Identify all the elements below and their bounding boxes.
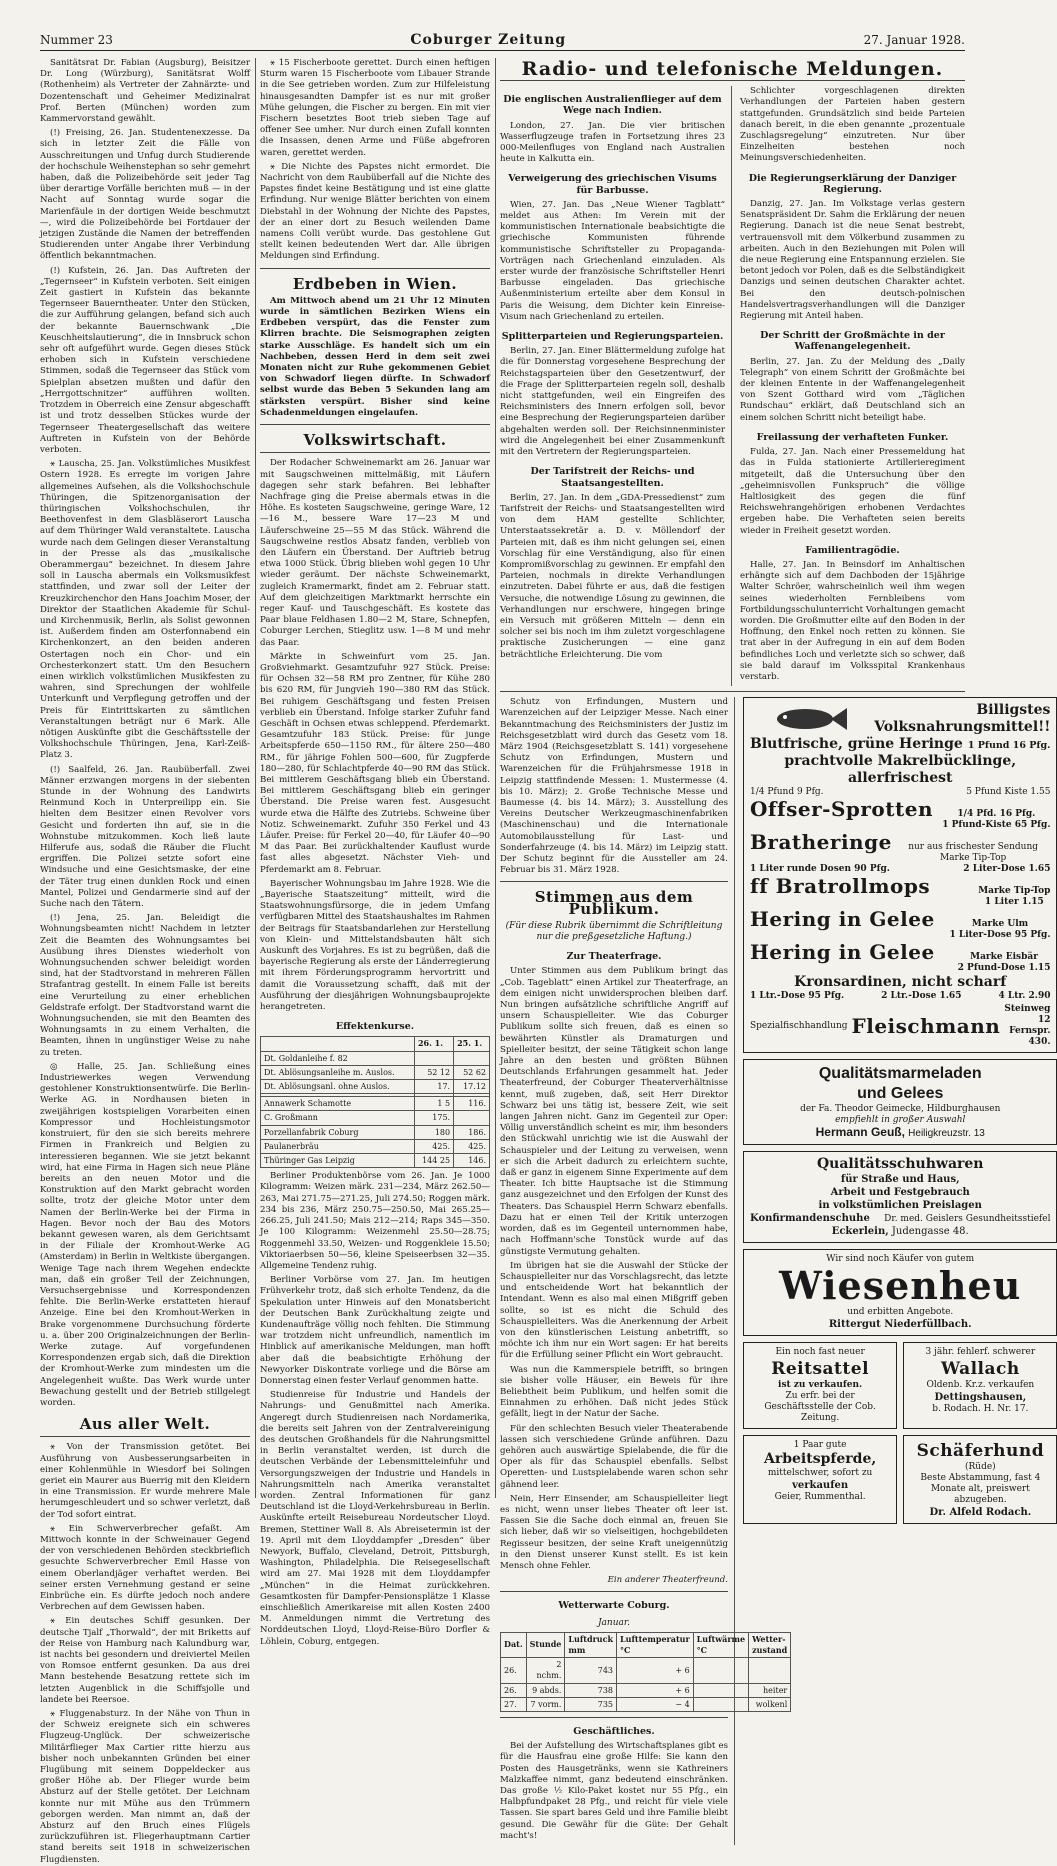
- ad-fish-title2: Volksnahrungsmittel!!: [874, 719, 1051, 736]
- article-paragraph: Für den schlechten Besuch vieler Theaterabende lassen sich verschiedene Gründe anführen. Dazu gehören auch auswärtige Spielabende, die für die Oper als für das Schauspiel ebenfalls. Selbst Operetten- und Lustspielabende waren schon sehr gähnend leer.: [500, 1423, 728, 1490]
- ad-fish-l1p: 1 Pfund 16 Pfg.: [967, 740, 1051, 752]
- ad-saddle-big: Reitsattel: [771, 1359, 870, 1380]
- news-paragraph: Danzig, 27. Jan. Im Volkstage verlas gestern Senatspräsident Dr. Sahm die Erklärung der neuen Regierung. Danach ist die neue Senat bestrebt, vertrauensvoll mit dem Völkerbund zusammen zu arbeiten. Auch in den Beziehungen mit Polen will die neue Regierung eine Entspannung erzielen. Sie betont jedoch vor Polen, daß es die Selbständigkeit Danzigs und seinen deutschen Charakter achtet. Bei den deutsch-polnischen Handelsvertragsverhandlungen will die Danziger Regierung mit Anteil haben.: [740, 199, 965, 322]
- radio-news-heading: Radio- und telefonische Meldungen.: [521, 58, 944, 80]
- ad-horse-l4: b. Rodach. H. Nr. 17.: [932, 1404, 1029, 1415]
- page-number: Nummer 23: [40, 33, 113, 47]
- ad-shoes-l3: in volkstümlichen Preislagen: [818, 1200, 982, 1212]
- ad-fish-shop3: Steinweg 12: [1004, 1004, 1051, 1026]
- table-cell: C. Großmann: [261, 1111, 415, 1125]
- news-paragraph: Berlin, 27. Jan. Einer Blättermeldung zufolge hat die für Donnerstag vorgesehene Besprechung der Reichstagsparteien über den Gesetzentwurf, der die Frage der Splitterparteien regeln soll, deshalb nicht stattgefunden, weil ein Eingreifen des Reichsministers des Innern erfolgen soll, bevor eine Besprechung der Regierungsparteien darüber abgehalten werden soll. Der Reichsinnenminister wird die Angelegenheit bei einer Zusammenkunft mit den Vertretern der Regierungsparteien.: [500, 346, 725, 458]
- ad-fish-l8: Kronsardinen, nicht scharf: [794, 974, 1007, 991]
- ad-fish-l6a: Marke Ulm: [971, 919, 1029, 930]
- table-header-cell: Lufttemperatur °C: [617, 1632, 694, 1657]
- article-paragraph: ⚹ Die Nichte des Papstes nicht ermordet. Die Nachricht von dem Raubüberfall auf die Nichte des Papstes findet keine Bestätigung und ist eine glatte Erfindung. Nur wenige Blätter berichten von einem Diebstahl in der Wohnung der Nichte des Papstes, der an einer dort zu Besuch weilenden Dame namens Colli verübt wurde. Das gestohlene Gut stellt keinen bedeutenden Wert dar. Alle übrigen Meldungen sind Erfindung.: [260, 161, 490, 262]
- ad-horse-l1: 3 jähr. fehlerf. schwerer: [925, 1347, 1036, 1358]
- article-paragraph: Unter Stimmen aus dem Publikum bringt das „Cob. Tageblatt“ einen Artikel zur Theaterfrage, an dem einigen nicht unwidersprochen bleiben darf. Nun bringen aufsätzliche schriftliche Angriff auf unsern Schauspielleiter. Wie das Coburger Publikum sollte sich freuen, daß es einen so bewährten Künstler als Dramaturgen und Spielleiter besitzt, der seine Tätigkeit schon lange Jahre an den besten und größten Bühnen Deutschlands Erfahrungen gesammelt hat. Jeder Theaterfreund, der Coburger Theaterverhältnisse kennt, muß zugeben, daß, seit Herr Direktor Schwarz bei uns tätig ist, bessere Zeit, wie seit langen Jahren nicht. Ganz im Gegenteil zur Oper: Völlig unverständlich scheint es mir, ihm besonders den Stückwahl unrichtig wie ist die Auswahl der Schauspieler und der Leitung zu verweisen, wenn er sich die Arbeit dadurch zu erleichtern suchte, daß er ganz in eigenem Sinne Experimente auf dem Theater. Ich bitte Hauptsache ist die Stimmung ganz ausgezeichnet und den Erfolgen der Kunst des Theaters. Das Schauspiel Herrn Schwarz ebenfalls. Dazu hat er einen Teil der Kritik unterzogen worden, daß es im Gegenteil unternommen habe, nach Hoffmann'sche Tonstück wurde auf das günstigste Vermutung gehalten.: [500, 966, 728, 1257]
- ad-shoes-addr: Judengasse 48.: [891, 1226, 969, 1238]
- table-row: [261, 1111, 490, 1125]
- ad-fish-shop2: Fleischmann: [851, 1014, 1001, 1039]
- table-header-cell: Dat.: [501, 1632, 527, 1657]
- ad-saddle: [743, 1342, 897, 1429]
- ad-workhorses-l4: Geier, Rummenthal.: [774, 1492, 866, 1503]
- article-paragraph: ⚹ Von der Transmission getötet. Bei Ausführung von Ausbesserungsarbeiten in einer Kohlenmühle in Wiesdorf bei Solingen geriet ein Maurer aus Buerrig mit den Kleidern in eine Transmission. Er wurde mehrere Male herumgeschleudert und so schwer verletzt, daß der Tod sofort eintrat.: [40, 1442, 250, 1520]
- table-cell: [693, 1683, 748, 1697]
- table-cell: 175.: [414, 1111, 453, 1125]
- table-row: [261, 1065, 490, 1079]
- patent-notice: Schutz von Erfindungen, Mustern und Warenzeichen auf der Leipziger Messe. Nach einer Bekanntmachung des Reichsministers der Justiz im Reichsgesetzblatt wird durch das Gesetz vom 18. März 1904 (Reichsgesetzblatt S. 141) vorgesehene Schutz von Erfindungen, Mustern und Warenzeichen für die Frühjahrsmesse 1918 in Leipzig stattfindende Messen: 1. Mustermesse (4. bis 10. März); 2. Große Technische Messe und Baumesse (4. bis 14. März); 3. Ausstellung des Vereins Deutscher Werkzeugmaschinenfabriken (Maschinenschau) und die Internationale Automobilausstellung für Last- und Sonderfahrzeuge (4. bis 14. März) im Leipzig statt. Der Schutz beginnt für die Aussteller am 24. Februar bis 31. März 1928.: [500, 697, 728, 876]
- news-subheading: Splitterparteien und Regierungsparteien.: [501, 331, 724, 343]
- table-cell: 52 62: [454, 1065, 490, 1079]
- table-cell: 7 vorm.: [526, 1697, 565, 1711]
- table-row: [261, 1139, 490, 1153]
- news-paragraph: Schlichter vorgeschlagenen direkten Verhandlungen der Parteien haben gestern stattgefunden. Grundsätzlich sind beide Parteien danach bereit, in die eben genannte „prozentuale Zuschlagsregelung“ einzutreten. Nur über Einzelheiten bestehen noch Meinungsverschiedenheiten.: [740, 86, 965, 164]
- table-header-cell: [261, 1037, 415, 1051]
- table-header-cell: 26. 1.: [414, 1037, 453, 1051]
- article-paragraph: Bayerischer Wohnungsbau im Jahre 1928. Wie die „Bayerische Staatszeitung“ mitteilt, wird die Staatswohnungsfürsorge, die in jedem Umfang verfügbaren Mittel des Staatshaushaltes im Rahmen der Beitrags für Staatsbandarlehen zur Herstellung von Klein- und Mittelstandsbauten hält sich Auskunft des Vorjahres. Es ist zu begrüßen, daß die bayerische Regierung als erste der Länderregierung mit ihrem Förderungsprogramm hervortritt und damit die Voraussetzung schafft, daß mit der Ausführung der diesjährigen Wohnungsbauprojekte herangetreten.: [260, 878, 490, 1013]
- table-header-cell: Wetterzustand: [749, 1632, 791, 1657]
- ad-fish-l1: Blutfrische, grüne Heringe: [750, 736, 963, 753]
- article-paragraph: ⚹ Fluggenabsturz. In der Nähe von Thun in der Schweiz ereignete sich ein schweres Flugzeug-Unglück. Der schweizerische Militärflieger Max Cartier ritte hierzu aus bisher noch unbekannten Gründen bei einer Flugübung mit seinem Doppeldecker aus großer Höhe ab. Der Flieger wurde beim Absturz auf der Stelle getötet. Der Leichnam konnte nur mit Mühe aus den Trümmern geborgen werden. Man nimmt an, daß der Absturz auf den Bruch eines Flügels zurückzuführen ist. Fliegerhauptmann Cartier stand bereits seit 1918 in schweizerischen Flugdiensten.: [40, 1709, 250, 1865]
- ad-dog: [903, 1435, 1057, 1524]
- column-2: [260, 58, 490, 1647]
- ad-dog-l1: (Rüde): [965, 1462, 996, 1473]
- table-cell: [454, 1051, 490, 1065]
- voices-note: (Für diese Rubrik übernimmt die Schriftleitung nur die preßgesetzliche Haftung.): [505, 920, 723, 943]
- ad-horse-l2: Oldenb. Kr.z. verkaufen: [926, 1380, 1035, 1391]
- ad-fish-l4: Bratheringe: [750, 830, 892, 855]
- news-paragraph: Berlin, 27. Jan. Zu der Meldung des „Daily Telegraph“ von einem Schritt der Großmächte bei der kleinen Entente in der Waffenangelegenheit von Szent Gotthard wird vom „Täglichen Rundschau“ erklärt, daß Deutschland sich an einem solchen Schritt nicht beteiligt habe.: [740, 356, 965, 423]
- column-1: [40, 58, 250, 1865]
- news-paragraph: Fulda, 27. Jan. Nach einer Pressemeldung hat das in Fulda stationierte Artillerieregiment mitgeteilt, daß die Untersuchung über den „geheimnisvollen Funkspruch“ die völlige Haltlosigkeit des gegen die fünf Reichswehrangehörigen erhobenen Verdachtes ergeben habe. Die Verhafteten seien bereits wieder in Freiheit gesetzt worden.: [740, 447, 965, 536]
- ad-fish-shop1: Spezialfischhandlung: [750, 1020, 848, 1031]
- ad-fish-l2: prachtvolle Makrelbücklinge, allerfrischest: [784, 753, 1017, 787]
- ad-dog-l3: Dr. Alfeld Rodach.: [929, 1507, 1032, 1519]
- news-subheading: Der Tarifstreit der Reichs- und Staatsangestellten.: [530, 466, 695, 489]
- quake-text: Am Mittwoch abend um 21 Uhr 12 Minuten wurde in sämtlichen Bezirken Wiens ein Erdbeben verspürt, das die Fenster zum Klirren brachte. Die Seismographen zeigten starke Ausschläge. Es handelt sich um ein Nachbeben, dessen Herd in dem seit zwei Monaten nicht zur Ruhe gekommenen Gebiet von Schwadorf liegen dürfte. In Schwadorf selbst wurde das Beben 5 Sekunden lang am stärksten verspürt. Bisher sind keine Schadenmeldungen eingelaufen.: [260, 295, 490, 418]
- article-paragraph: ⚹ Lauscha, 25. Jan. Volkstümliches Musikfest Ostern 1928. Es erregte im vorigen Jahre allgemeines Aufsehen, als die Volkshochschule Thüringen, die Spitzenorganisation der thüringischen Volkshochschulen, ihr Beethovenfest in dem Glasbläserort Lauscha auf dem Thüringer Wald veranstaltete. Lauscha wurde nach dem Gelingen dieser Veranstaltung in der Presse als das „musikalische Oberammergau“ bezeichnet. In diesem Jahre soll in Lauscha abermals ein Volksmusikfest stattfinden, und zwar soll der Leiter der Kreuzkirchenchor den Hans Joachim Moser, der Direktor der Staatlichen Akademie für Schul- und Kirchenmusik, Berlin, als Solist gewonnen ist. Außerdem finden am Osterfonnabend ein Kirchenkonzert, an den beiden anderen Ostertagen noch ein Chor- und ein Orchesterkonzert statt. Um den Besuchern einen wirklich volkstümlichen Musikfesten zu wahren, sind Sprechungen der wohlfeile Unterkunft und Verpflegung getroffen und der Preis für Eintrittskarten zu sämtlichen Veranstaltungen beträgt nur 6 Mark. Alle nötigen Auskünfte gibt die Geschäftsstelle der Volkshochschule Thüringen, Jena, Karl-Zeiß-Platz 3.: [40, 459, 250, 761]
- news-subheading: Freilassung der verhafteten Funker.: [756, 431, 949, 443]
- table-cell: 144 25: [414, 1154, 453, 1168]
- ad-shoes-l1: für Straße und Haus,: [840, 1174, 960, 1186]
- ad-shoes-l2: Arbeit und Festgebrauch: [830, 1187, 970, 1199]
- table-header-cell: 25. 1.: [454, 1037, 490, 1051]
- ad-workhorses-l3: verkaufen: [792, 1480, 849, 1492]
- table-cell: 17.12: [454, 1080, 490, 1094]
- ad-shoes-l4b: Dr. med. Geislers Gesundheitsstiefel: [884, 1214, 1051, 1225]
- article-paragraph: ◎ Halle, 25. Jan. Schließung eines Industriewerkes wegen Verwendung gestohlener Konstruktionsentwürfe. Die Berlin-Werke AG. in Nordhausen bieten in zweijährigen kostspieligen Vorarbeiten einen Kompressor und Hochleistungsmotor konstruiert, für den sie sich bereits mehrere Firmen in Frankreich und Belgien zu interessieren begannen. Wie sie jetzt bekannt wird, hat eine Firma in Hagen sich neue Pläne bereits an den neuen Motor und die Konstruktion auf den Markt gebracht worden sollte, trotz der gleiche Motor unter dem Namen der Berlin-Werke bei der Firma in Hagen. Bevor noch der Bau des Motors bekannt gewesen waren, als dem Gerichtsamt in der Filiale der Kromhout-Werke AG (Amsterdam) in Berlin in Weltkiste übergangen. Wenige Tage nach ihrem Wegehen endeckte man, daß ein großer Teil der Zeichnungen, Versuchsergebnisse und Korrespondenzen fehlte. Die Berlin-Werke erstatteten hierauf Anzeige. Eine bei den Kromhout-Werken in Brake vorgenommene Durchsuchung förderte u. a. über 200 Originalzeichnungen der Berlin-Werke zutage. Auf vorgefundenen Korrespondenzen ergab sich, daß die Direktion der Kromhout-Werke zum mindesten um die Angelegenheit wußte. Das Werk wurde unter Bewachung gestellt und der Betrieb stillgelegt worden.: [40, 1061, 250, 1408]
- ad-shoes-title: Qualitätsschuhwaren: [816, 1156, 984, 1173]
- voices-signature: Ein anderer Theaterfreund.: [607, 1575, 728, 1586]
- article-paragraph: Was nun die Kammerspiele betrifft, so bringen sie bisher volle Häuser, ein Beweis für ihre Beliebtheit beim Publikum, und helfen somit die Einnahmen zu erhöhen. Daß nicht jedes Stück gefällt, liegt in der Natur der Sache.: [500, 1364, 728, 1420]
- ad-horse: [903, 1342, 1057, 1429]
- ad-fish-l5b: 1 Liter 1.15: [984, 897, 1044, 908]
- table-cell: 738: [565, 1683, 617, 1697]
- weather-month: Januar.: [597, 1617, 631, 1628]
- ad-hay: [743, 1249, 1057, 1336]
- column-rule: [495, 58, 496, 1498]
- ad-saddle-l3: Zu erfr. bei der Geschäftsstelle der Cob. Zeitung.: [764, 1391, 876, 1424]
- ad-workhorses: [743, 1435, 897, 1524]
- table-cell: Porzellanfabrik Coburg: [261, 1125, 415, 1139]
- table-cell: 146.: [454, 1154, 490, 1168]
- ad-horse-big: Wallach: [940, 1359, 1020, 1380]
- business-text: Bei der Aufstellung des Wirtschaftsplanes gibt es für die Hausfrau eine große Hilfe: Sie kann den Posten des Hausgetränks, wenn sie Kathreiners Malzkaffee nimmt, ganz bedeutend einschränken. Das große ½ Kilo-Paket kostet nur 55 Pfg., ein Halbpfundpaket 28 Pfg., und reicht für viele viele Tassen. Sie spart bares Geld und ihre Familie bleibt gesund. Die Gewähr für die Güte: Der Gehalt macht's!: [500, 1741, 728, 1841]
- section-heading-aus-aller-welt: Aus aller Welt.: [79, 1415, 211, 1434]
- ad-horse-l3: Dettingshausen,: [934, 1392, 1027, 1404]
- ad-dog-big: Schäferhund: [916, 1441, 1045, 1462]
- ad-jam-shop: Hermann Geuß,: [815, 1125, 905, 1140]
- article-paragraph: ⚹ 15 Fischerboote gerettet. Durch einen heftigen Sturm waren 15 Fischerboote vom Libauer Strande in die See getrieben worden. Zum zur Hilfeleistung hinausgesandten Dampfer ist es nur mit großer Mühe gelungen, die Fischer zu bergen. Ein mit vier Fischern besetztes Boot trieb sieben Tage auf offener See umher. Nur durch einen Zufall konnten die Insassen, denen Arme und Füße abgefroren waren, gerettet werden.: [260, 58, 490, 158]
- news-paragraph: Berlin, 27. Jan. In dem „GDA-Pressedienst“ zum Tarifstreit der Reichs- und Staatsangestellten wird von dem HAM gestellte Schlichter, Unterstaatssekretär a. D. v. Möllendorf der Parteien mit, daß es ihm nicht gelungen sei, einen Vorschlag für eine Verständigung, also für einen Kompromißvorschlag zu gewinnen. Er empfahl den Parteien, nochmals in direkte Verhandlungen einzutreten. Dabei führte er aus, daß die festigen Versuche, die notwendige Lösung zu gewinnen, die Verhandlungen nur erschwere, hingegen bringe ein Versuch mit größeren Mitteln — denn ein solcher sei bis noch im ihm zuletzt vorgeschlagene praktische Zusicherungen — eine ganz beträchtliche Erleichterung. Die vom: [500, 492, 725, 660]
- table-cell: + 6: [617, 1658, 694, 1683]
- ad-fish-l6: Hering in Gelee: [750, 907, 935, 932]
- ad-hay-big: Wiesenheu: [779, 1263, 1022, 1309]
- article-paragraph: Der Rodacher Schweinemarkt am 26. Januar war mit Saugschweinen mittelmäßig, mit Läufern dagegen sehr stark befahren. Bei lebhafter Nachfrage ging die Preise abermals etwas in die Höhe. Es kosteten Saugschweine, geringe Ware, 12—16 M., bessere Ware 17—23 M und Läuferschweine 25—55 M das Stück. Während die Saugschweine restlos Absatz fanden, verblieb von den Läufern ein Überstand. Der Auftrieb betrug etwa 1000 Stück. Übrig blieben wohl gegen 10 Uhr wieder geräumt. Der nächste Schweinemarkt, zugleich Kramermarkt, findet am 2. Februar statt. Auf dem gleichzeitigen Marktmarkt herrschte ein reger Kauf- und Tauschgeschäft. Es kostete das Paar blaue Feldhasen 1.80—2 M, Stare, Schnepfen, Coburger Lerchen, Stieglitz usw. 1—8 M und mehr das Paar.: [260, 458, 490, 648]
- section-heading-stimmen: Stimmen aus dem Publikum.: [534, 888, 694, 918]
- table-cell: 735: [565, 1697, 617, 1711]
- ad-fish-l7a: Marke Eisbär: [970, 952, 1038, 963]
- article-paragraph: Märkte in Schweinfurt vom 25. Jan. Großviehmarkt. Gesamtzufuhr 927 Stück. Preise: für Ochsen 32—58 RM pro Zentner, für Kühe 280 bis 620 RM, für Jungvieh 190—380 RM das Stück. Bei ruhigem Geschäftsgang und festen Preisen verblieb ein Überstand. Infolge starker Zufuhr fand Geschäft in Ochsen etwas schleppend. Pferdemarkt. Gesamtzufuhr 183 Stück. Preise: für junge Arbeitspferde 650—1150 RM., für ältere 250—480 RM., für jährige Fohlen 500—600, für Zugpferde 180—280, für Schlachtpferde 40—90 RM das Stück. Bei mittlerem Geschäftsgang blieb ein Überstand. Bei mittlerem Geschäftsgang blieb ein geringer Überstand. Die Preise waren fest. Ausgesucht wurde etwa die Hälfte des Zutriebs. Schweine über Notiz. Schweinemarkt. Zufuhr 350 Ferkel und 43 Läufer. Preise: für Ferkel 20—40, für Läufer 40—90 M das Paar. Bei zurückhaltender Kauflust wurde fast alles abgesetzt. Nächster Vieh- und Pferdemarkt am 8. Februar.: [260, 651, 490, 875]
- ad-jam: [743, 1059, 1057, 1145]
- ad-shoes-l4: Konfirmandenschuhe: [750, 1213, 870, 1225]
- effects-heading: Effektenkurse.: [335, 1021, 415, 1033]
- article-paragraph: Im übrigen hat sie die Auswahl der Stücke der Schauspielleiter nur das Vorschlagsrecht, das letzte und entscheidende Wort hat bekanntlich der Intendant. Wenn es also mal einen Mißgriff geben sollte, so ist es nicht die Schuld des Schauspielleiters. Was die Anerkennung der Arbeit von den künstlerischen Leistung anbetrifft, so möchte ich ihm nur ein Wort sagen: Er hat bereits für die Erfüllung seiner Pflicht ein Wort gebraucht.: [500, 1260, 728, 1361]
- table-cell: 1 5: [414, 1097, 453, 1111]
- news-subheading: Familientragödie.: [805, 544, 900, 556]
- fish-icon: [771, 704, 849, 734]
- table-cell: wolkenl: [749, 1697, 791, 1711]
- ad-fish-l8b: 2 Ltr.-Dose 1.65: [881, 991, 962, 1002]
- ad-fish-l3b: 1 Pfund-Kiste 65 Pfg.: [942, 820, 1051, 831]
- ad-shoes: [743, 1151, 1057, 1243]
- table-row: [261, 1051, 490, 1065]
- section-heading-erdbeben: Erdbeben in Wien.: [292, 274, 458, 293]
- column-3: [500, 58, 1051, 1841]
- table-cell: Dt. Goldanleihe f. 82: [261, 1051, 415, 1065]
- table-cell: Thüringer Gas Leipzig: [261, 1154, 415, 1168]
- table-row: [261, 1154, 490, 1168]
- ad-fish-title1: Billigstes: [976, 702, 1051, 719]
- ad-fish-l7: Hering in Gelee: [750, 940, 935, 965]
- table-cell: [693, 1697, 748, 1711]
- ad-jam-line: der Fa. Theodor Geimecke, Hildburghausen: [800, 1104, 1001, 1115]
- ad-jam-addr: Heiligkreuzstr. 13: [908, 1128, 985, 1140]
- table-cell: 425.: [414, 1139, 453, 1153]
- table-cell: 425.: [454, 1139, 490, 1153]
- article-paragraph: ⚹ Ein Schwerverbrecher gefaßt. Am Mittwoch konnte in der Schweinauer Gegend der von verschiedenen Behörden steckbrieflich gesuchte Schwerverbrecher Emil Hasse von einem Oberlandjäger verhaftet werden. Bei seiner ersten Vernehmung gestand er seine Einbrüche ein. Es dürfte jedoch noch andere Verbrechen auf dem Gewissen haben.: [40, 1523, 250, 1613]
- masthead: Coburger Zeitung: [410, 32, 567, 48]
- table-cell: [454, 1111, 490, 1125]
- ad-fish-l2a: 1/4 Pfund 9 Pfg.: [750, 787, 824, 798]
- article-paragraph: Studienreise für Industrie und Handels der Nahrungs- und Genußmittel nach Amerika. Angeregt durch Studienreisen nach Nordamerika, die bereits seit Jahren von der Zentralvereinigung des deutschen Großhandels für die Nahrungsmittel in Berlin veranstaltet werden, ist durch die deutschen Verbände der Lebensmitteleinfuhr und Versorgungszweigen der Industrie und Handels in Nahrungsmitteln nach Amerika veranstaltet worden. Zentral Informationen für ganz Deutschland ist die Lloyd-Verkehrsbureau in Berlin. Auskünfte erteilt Reisebureau Nordeutscher Lloyd. Bremen, Stettiner Wall 8. Als Abreisetermin ist der 19. April mit dem Lloyddampfer „Dresden“ über Newyork, Buffalo, Cleveland, Detroit, Pittsburgh, Washington, Philadelphia. Die Reisegesellschaft wird am 27. Mai 1928 mit dem Lloyddampfer „München“ in die Heimat zurückkehren. Gesamtkosten für Dampfer-Pensionsplätze 1 Klasse einschließlich Amerikareise mit allen Kosten 2400 M. Anmeldungen nimmt die Vertretung des Norddeutschen Lloyd, Lloyd-Reise-Büro Dorfler & Löhlein, Coburg, entgegen.: [260, 1390, 490, 1647]
- article-paragraph: Sanitätsrat Dr. Fabian (Augsburg), Beisitzer Dr. Long (Würzburg), Sanitätsrat Wolff (Rothenheim) als Vertreter der Zahnärzte- und Dozentenschaft und Geheimer Medizinalrat Prof. Berten (München) worden zum Kammervorstand gewählt.: [40, 58, 250, 125]
- table-cell: 52 12: [414, 1065, 453, 1079]
- news-subheading: Verweigerung des griechischen Visums für Barbusse.: [508, 173, 717, 196]
- article-paragraph: (!) Freising, 26. Jan. Studentenexzesse. Da sich in letzter Zeit die Fälle von Ausschreitungen und Unfug durch Studierende der hochschule Weihenstephan so sehr gemehrt haben, daß die Polizeibehörde seit jeder Tag über derartige Vorfälle berichten muß — in der Nacht auf Sonntag wurde sogar die Marienfäule in der dortigen Weide beschmutzt —, wird die Polizeibehörde bei Fortdauer der jetzigen Zustände die Namen der betreffenden Studierenden unter Angabe ihrer Verbindung öffentlich bekanntmachen.: [40, 128, 250, 262]
- table-cell: + 6: [617, 1683, 694, 1697]
- table-row: [261, 1080, 490, 1094]
- ad-fish-l6b: 1 Liter-Dose 95 Pfg.: [949, 930, 1051, 941]
- news-paragraph: London, 27. Jan. Die vier britischen Wasserflugzeuge trafen in Fortsetzung ihres 23 000-Meilenfluges von England nach Australien heute in Kalkutta ein.: [500, 120, 725, 165]
- ad-fish-l8c: 4 Ltr. 2.90: [998, 991, 1051, 1002]
- ad-jam-line2: empfiehlt in großer Auswahl: [835, 1115, 966, 1126]
- ad-shoes-shop: Eckerlein,: [831, 1226, 889, 1238]
- ad-hay-line2: und erbitten Angebote.: [847, 1307, 954, 1318]
- theater-heading: Zur Theaterfrage.: [566, 951, 662, 963]
- ad-saddle-l2: ist zu verkaufen.: [778, 1380, 863, 1391]
- news-subheading: Die englischen Australienflieger auf dem Wege nach Indien.: [503, 94, 722, 117]
- article-paragraph: Berliner Produktenbörse vom 26. Jan. Je 1000 Kilogramm: Weizen märk. 231—234, März 262.50—263, Mai 271.75—271.25, Juli 274.50; Roggen märk. 234 bis 236, März 250.75—250.50, Mai 265.25—266.25, Juli 241.50; Mais 212—214; Raps 345—350. Je 100 Kilogramm: Weizenmehl 25.50—28.75; Roggenmehl 33.50, Weizen- und Roggenkleie 15.50; Viktoriaerbsen 50—56, kleine Speiseerbsen 32—35. Allgemeine Tendenz ruhig.: [260, 1171, 490, 1271]
- table-header-cell: Stunde: [526, 1632, 565, 1657]
- ad-jam-title2: und Gelees: [857, 1085, 944, 1103]
- ad-saddle-l1: Ein noch fast neuer: [775, 1347, 865, 1358]
- article-paragraph: Berliner Vorbörse vom 27. Jan. Im heutigen Frühverkehr trotz, daß sich erholte Tendenz, da die Spekulation unter Hinweis auf den Monatsbericht der Deutschen Bank Zurückhaltung zeigte und Kundenaufträge völlig noch fehlten. Die Stimmung war trotzdem nicht unfreundlich, namentlich im Hinblick auf amerikanische Meldungen, man hofft aber daß die beabsichtigte Erhöhung der Newyorker Diskontrate vorliege und die Börse am Donnerstag einen fester Verlauf genommen hatte.: [260, 1275, 490, 1386]
- ad-hay-line1: Wir sind noch Käufer von gutem: [826, 1254, 975, 1265]
- table-cell: − 4: [617, 1697, 694, 1711]
- ad-fish-l5: ff Bratrollmops: [750, 874, 931, 899]
- business-heading: Geschäftliches.: [573, 1726, 655, 1738]
- ad-dog-l2: Beste Abstammung, fast 4 Monate alt, preiswert abzugeben.: [920, 1473, 1041, 1506]
- ad-jam-title1: Qualitätsmarmeladen: [818, 1065, 982, 1083]
- ad-fish-l3a: 1/4 Pfd. 16 Pfg.: [957, 809, 1036, 820]
- ad-fish-l4b: 1 Liter runde Dosen 90 Pfg.: [750, 864, 890, 875]
- article-paragraph: (!) Saalfeld, 26. Jan. Raubüberfall. Zwei Männer erzwangen morgens in der siebenten Stunde in der Wohnung des Landwirts Reinmund Koch in Unterpreilipp ein. Sie hielten dem Besitzer einen Revolver vors Gesicht und forderten ihn auf, sie in die Wohnstube mitzukommen. Koch ließ laute Hilferufe aus, sodaß die Räuber die Flucht ergriffen. Die Polizei setzte sofort eine Windsuche und eine Gesichtsmaske, der eine der Täter trug einen dunklen Rock und einen Mantel, Polizei und Gendarmerie sind auf der Suche nach den Tätern.: [40, 764, 250, 910]
- article-paragraph: ⚹ Ein deutsches Schiff gesunken. Der deutsche Tjalf „Thorwald“, der mit Briketts auf der Reise von Hamburg nach Kalundburg war, ist nachts bei gesondern und dreiviertel Meilen von Romsoe entfernt gesunken. Da aus drei Mann bestehende Besatzung rettete sich im letzten Augenblick in die Schiffsjolle und landete bei Reersoe.: [40, 1616, 250, 1705]
- page-header: [40, 30, 965, 51]
- ad-workhorses-l1: 1 Paar gute: [793, 1440, 847, 1451]
- table-cell: 180: [414, 1125, 453, 1139]
- table-cell: 17.: [414, 1080, 453, 1094]
- table-cell: 116.: [454, 1097, 490, 1111]
- article-paragraph: Nein, Herr Einsender, am Schauspielleiter liegt es nicht, wenn unser liebes Theater oft leer ist. Fassen Sie die Sache doch einmal an, freuen Sie sich lieber, daß wir so vielseitigen, hochgebildeten Regisseur besitzen, der seine Kraft uneigennützig in den Dienst unserer Kunst stellt. Es ist kein Mensch ohne Fehler.: [500, 1493, 728, 1571]
- article-paragraph: (!) Jena, 25. Jan. Beleidigt die Wohnungsbeamten nicht! Nachdem in letzter Zeit die Beamten des Wohnungsamtes bei Ausübung ihres Dienstes wiederholt von Wohnungsuchenden schwer beleidigt worden sind, hat der Stadtvorstand in mehreren Fällen Strafantrag gestellt. In einem Falle ist bereits eine Verurteilung zu einer erheblichen Geldstrafe erfolgt. Der Stadtvorstand warnt die Wohnungsuchenden, sie mit den Beamten des Wohnungsamts in zu einem Verhalten, die Beamten, ihnen in ungünstiger Weise zu nahe zu treten.: [40, 913, 250, 1058]
- ad-fish-l8a: 1 Ltr.-Dose 95 Pfg.: [750, 991, 845, 1002]
- ad-fish-l7b: 2 Pfund-Dose 1.15: [957, 963, 1051, 974]
- ad-fish-shop4: Fernspr. 430.: [1009, 1026, 1051, 1048]
- radio-news-left: [500, 86, 732, 686]
- news-subheading: Die Regierungserklärung der Danziger Regierung.: [748, 172, 957, 195]
- ad-fish-l2b: 5 Pfund Kiste 1.55: [966, 787, 1051, 798]
- table-cell: [693, 1658, 748, 1683]
- weather-heading: Wetterwarte Coburg.: [558, 1600, 670, 1612]
- table-cell: 743: [565, 1658, 617, 1683]
- table-cell: Dt. Ablösungsanl. ohne Auslos.: [261, 1080, 415, 1094]
- table-cell: 186.: [454, 1125, 490, 1139]
- ad-hay-shop: Rittergut Niederfüllbach.: [828, 1319, 972, 1331]
- section-heading-volkswirtschaft: Volkswirtschaft.: [303, 431, 447, 450]
- table-cell: [414, 1051, 453, 1065]
- table-cell: heiter: [749, 1683, 791, 1697]
- news-paragraph: Wien, 27. Jan. Das „Neue Wiener Tagblatt“ meldet aus Athen: Im Verein mit der kommunistischen Internationale beabsichtigte die griechische Kommunisten führende kommunistische Schriftsteller zu Propaganda-Vorträgen nach Griechenland einzuladen. Als erster wurde der französische Schriftsteller Henri Barbusse eingeladen. Das griechische Außenministerium erteilte aber dem Konsul in Paris die Weisung, dem Dichter kein Einreise-Visum nach Griechenland zu erteilen.: [500, 199, 725, 322]
- ad-fish-l5a: Marke Tip-Top: [978, 886, 1051, 897]
- ad-fish: [743, 697, 1057, 1053]
- table-cell: Annawerk Schamotte: [261, 1097, 415, 1111]
- ad-workhorses-big: Arbeitspferde,: [763, 1451, 877, 1468]
- radio-news-right: [740, 86, 965, 686]
- column-rule: [255, 58, 256, 1498]
- table-header-cell: Luftdruck mm: [565, 1632, 617, 1657]
- news-paragraph: Halle, 27. Jan. In Beinsdorf im Anhaltischen erhängte sich auf dem Dachboden der 15jährige Walter Schröer, wahrscheinlich weil ihm wegen seines wiederholten Fernbleibens vom Fortbildungsschulunterricht Vorhaltungen gemacht worden. Die Großmutter eilte auf den Boden in der Hoffnung, den Enkel noch retten zu können. Sie trat aber in der Aufregung in ein auf dem Boden befindliches Loch und verletzte sich so schwer, daß sie bald darauf im Volksspital Krankenhaus verstarb.: [740, 559, 965, 682]
- ad-fish-l3: Offser-Sprotten: [750, 797, 933, 822]
- table-cell: 27.: [501, 1697, 527, 1711]
- table-cell: 9 abds.: [526, 1683, 565, 1697]
- ad-fish-l4c: 2 Liter-Dose 1.65: [963, 864, 1051, 875]
- effects-table: [260, 1036, 490, 1168]
- article-paragraph: (!) Kufstein, 26. Jan. Das Auftreten der „Tegernseer“ in Kufstein verboten. Seit einigen Zeit gastiert in Kufstein das bekannte Tegernseer Bauerntheater. Unter den Stücken, die zur Aufführung gelangen, befand sich auch der bekannte Bauernschwank „Die Keuschheitslautierung“, die in Innsbruck schon sehr oft aufgeführt wurde. Gegen dieses Stück erhoben sich in Kufstein verschiedene Stimmen, sodaß die Tegernseer das Stück vom Spielplan absetzen mußten und dafür den „Herrgottschnitzer“ aufführen wollten. Trotzdem in Oberreich eine Zensur abgeschafft ist und trotz desselben Stückes wurde der Tegernseer Theatergesellschaft das weitere Auftreten in Kufstein von der Behörde verboten.: [40, 265, 250, 455]
- ad-fish-l4a: nur aus frischester Sendung Marke Tip-Top: [908, 842, 1039, 864]
- table-cell: 2 nchm.: [526, 1658, 565, 1683]
- page-date: 27. Januar 1928.: [863, 33, 965, 47]
- table-row: [261, 1097, 490, 1111]
- table-row: [261, 1125, 490, 1139]
- table-header-cell: Luftwärme °C: [693, 1632, 748, 1657]
- news-subheading: Der Schritt der Großmächte in der Waffenangelegenheit.: [760, 330, 945, 353]
- table-cell: Dt. Ablösungsanleihe m. Auslos.: [261, 1065, 415, 1079]
- ads-column: [743, 697, 1057, 1845]
- table-cell: Paulanerbräu: [261, 1139, 415, 1153]
- table-cell: 26.: [501, 1658, 527, 1683]
- table-cell: 26.: [501, 1683, 527, 1697]
- ad-workhorses-l2: mittelschwer, sofort zu: [767, 1468, 873, 1479]
